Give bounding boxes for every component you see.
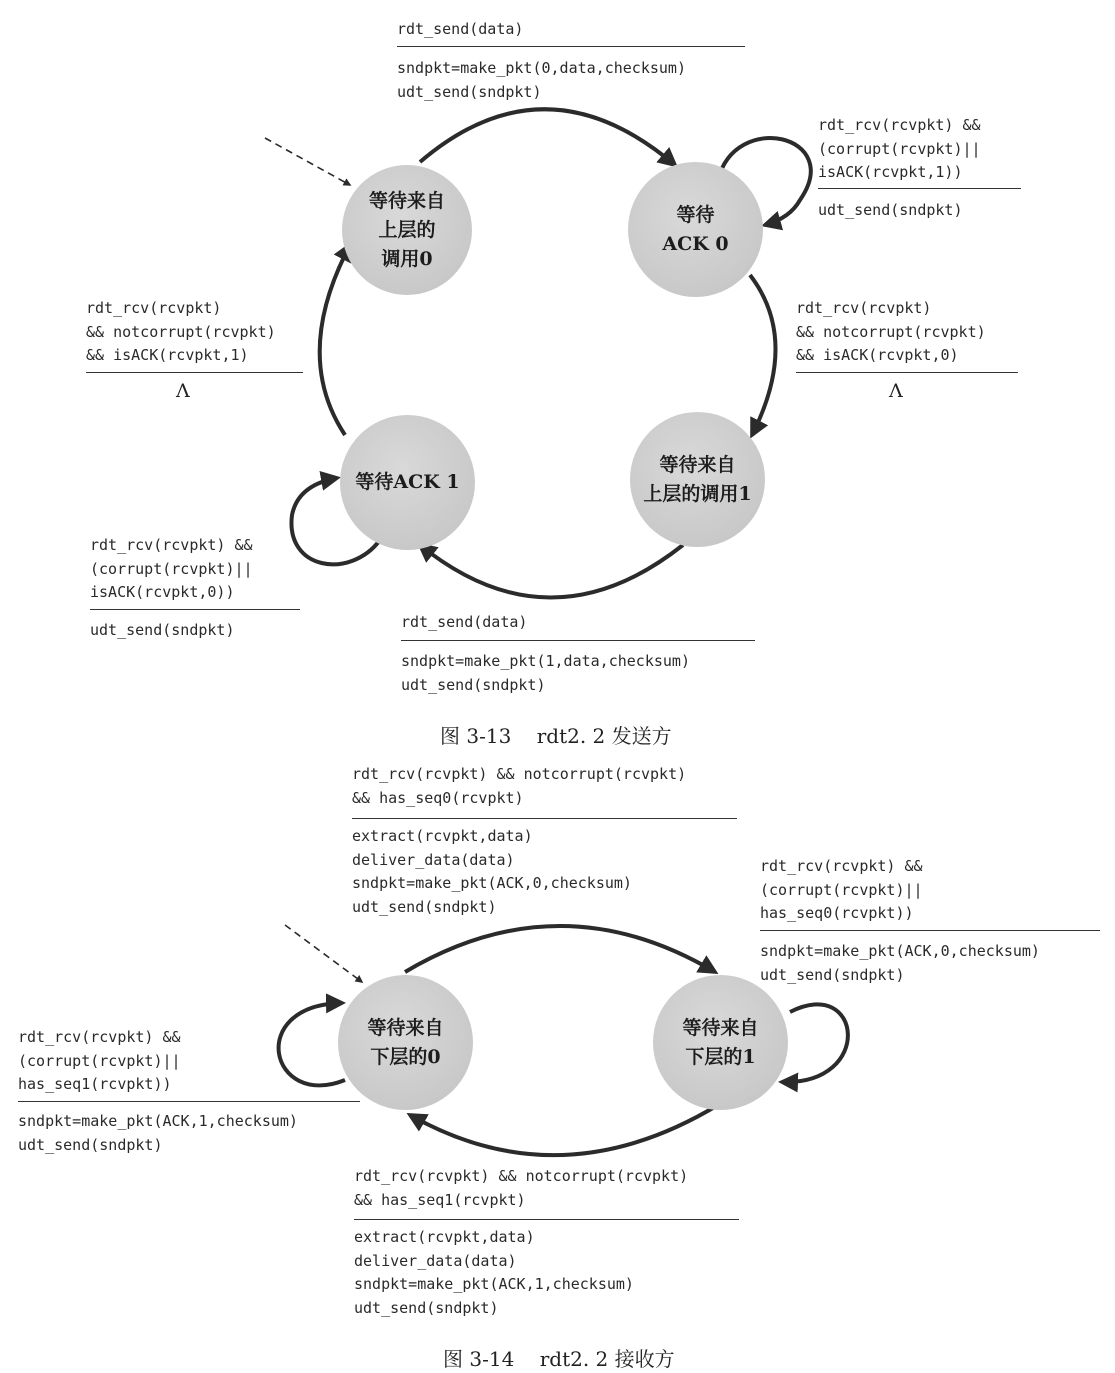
receiver-bottom-event: rdt_rcv(rcvpkt) && notcorrupt(rcvpkt) && has_seq1(rcvpkt): [354, 1167, 689, 1209]
state-wait-call-0: 等待来自 上层的 调用0: [342, 165, 472, 295]
receiver-bottom-action: extract(rcvpkt,data) deliver_data(data) sndpkt=make_pkt(ACK,1,checksum) udt_send(sndpkt): [354, 1228, 634, 1317]
receiver-below1-loop-event: rdt_rcv(rcvpkt) && (corrupt(rcvpkt)|| has_seq0(rcvpkt)): [760, 857, 923, 922]
state-wait-ack-1: 等待ACK 1: [340, 415, 475, 550]
sender-bottom-divider: [401, 640, 755, 641]
arrow-call1-to-ack1: [420, 545, 683, 598]
arrow-below0-to-below1: [405, 926, 715, 972]
sender-bottom-action: sndpkt=make_pkt(1,data,checksum) udt_send(sndpkt): [401, 652, 690, 694]
state-wait-ack-0: 等待 ACK 0: [628, 162, 763, 297]
arrow-call0-to-ack0: [420, 109, 675, 165]
sender-caption: 图 3-13 rdt2. 2 发送方: [440, 724, 672, 748]
sender-bottom-event: rdt_send(data): [401, 613, 528, 631]
sender-right-divider: [796, 372, 1018, 373]
sender-ack0-loop-divider: [818, 188, 1021, 189]
sender-top-divider: [397, 46, 745, 47]
receiver-bottom-divider: [354, 1219, 739, 1220]
arrow-ack0-to-call1: [750, 275, 776, 435]
receiver-below0-loop-event: rdt_rcv(rcvpkt) && (corrupt(rcvpkt)|| has_seq1(rcvpkt)): [18, 1028, 181, 1093]
state-wait-below-0: 等待来自 下层的0: [338, 975, 473, 1110]
receiver-below0-loop-action: sndpkt=make_pkt(ACK,1,checksum) udt_send(sndpkt): [18, 1112, 298, 1154]
sender-ack1-loop-action: udt_send(sndpkt): [90, 621, 235, 639]
sender-right-action: Λ: [889, 380, 903, 402]
arrow-below1-to-below0: [410, 1105, 718, 1155]
arrow-ack1-to-call0: [320, 245, 350, 435]
receiver-top-action: extract(rcvpkt,data) deliver_data(data) sndpkt=make_pkt(ACK,0,checksum) udt_send(sndpkt): [352, 827, 632, 916]
receiver-below1-loop-divider: [760, 930, 1100, 931]
initial-arrow-sender: [265, 138, 350, 185]
sender-top-action: sndpkt=make_pkt(0,data,checksum) udt_send(sndpkt): [397, 59, 686, 101]
sender-ack0-loop-action: udt_send(sndpkt): [818, 201, 963, 219]
arrow-below1-self-loop: [782, 1004, 848, 1082]
sender-ack1-loop-divider: [90, 609, 300, 610]
sender-ack0-loop-event: rdt_rcv(rcvpkt) && (corrupt(rcvpkt)|| isACK(rcvpkt,1)): [818, 116, 981, 181]
receiver-below1-loop-action: sndpkt=make_pkt(ACK,0,checksum) udt_send(sndpkt): [760, 942, 1040, 984]
initial-arrow-receiver: [285, 925, 362, 982]
state-wait-below-1: 等待来自 下层的1: [653, 975, 788, 1110]
sender-ack1-loop-event: rdt_rcv(rcvpkt) && (corrupt(rcvpkt)|| isACK(rcvpkt,0)): [90, 536, 253, 601]
sender-left-divider: [86, 372, 303, 373]
receiver-caption: 图 3-14 rdt2. 2 接收方: [443, 1347, 675, 1371]
arrow-below0-self-loop: [279, 1003, 345, 1085]
receiver-top-event: rdt_rcv(rcvpkt) && notcorrupt(rcvpkt) && has_seq0(rcvpkt): [352, 765, 687, 807]
sender-right-event: rdt_rcv(rcvpkt) && notcorrupt(rcvpkt) && isACK(rcvpkt,0): [796, 299, 986, 364]
receiver-below0-loop-divider: [18, 1101, 360, 1102]
sender-top-event: rdt_send(data): [397, 20, 524, 38]
receiver-top-divider: [352, 818, 737, 819]
state-wait-call-1: 等待来自 上层的调用1: [630, 412, 765, 547]
sender-left-action: Λ: [176, 380, 190, 402]
sender-left-event: rdt_rcv(rcvpkt) && notcorrupt(rcvpkt) && isACK(rcvpkt,1): [86, 299, 276, 364]
